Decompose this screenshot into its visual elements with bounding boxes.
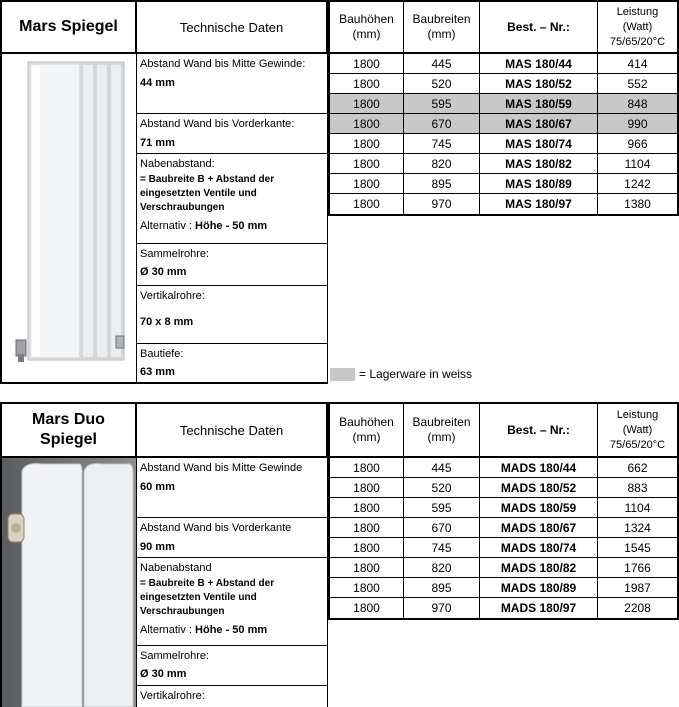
cell-bauhoehe: 1800 (330, 458, 404, 477)
spec-value: Ø 30 mm (140, 668, 187, 680)
cell-best-nr: MAS 180/67 (480, 114, 598, 133)
cell-baubreite: 595 (404, 94, 480, 113)
cell-bauhoehe: 1800 (330, 538, 404, 557)
spec-label: Sammelrohre: (140, 248, 210, 260)
technische-daten-header (137, 402, 328, 458)
table-row (330, 194, 677, 214)
product-title (0, 0, 137, 54)
spec-label: Nabenabstand: (140, 158, 215, 170)
cell-baubreite: 445 (404, 458, 480, 477)
table-header (328, 0, 679, 54)
product-title (0, 402, 137, 458)
cell-best-nr: MADS 180/67 (480, 518, 598, 537)
cell-best-nr: MADS 180/52 (480, 478, 598, 497)
cell-baubreite: 820 (404, 154, 480, 173)
technische-daten-label: Technische Daten (179, 422, 284, 438)
cell-bauhoehe: 1800 (330, 174, 404, 193)
header-line: (mm) (352, 27, 381, 41)
legend-text: = Lagerware in weiss (359, 367, 473, 381)
cell-bauhoehe: 1800 (330, 94, 404, 113)
cell-best-nr: MADS 180/44 (480, 458, 598, 477)
cell-bauhoehe: 1800 (330, 558, 404, 577)
cell-leistung: 1545 (624, 540, 651, 555)
table-row (330, 538, 677, 558)
alternativ-value: Höhe - 50 mm (195, 220, 268, 232)
header-line: (Watt) (622, 20, 653, 33)
spec-sammelrohre (137, 244, 328, 286)
table-row (330, 598, 677, 618)
spec-alternativ (140, 219, 324, 233)
spec-label: Vertikalrohre: (140, 290, 205, 302)
cell-best-nr: MAS 180/52 (480, 74, 598, 93)
spec-abstand-vorderkante (137, 518, 328, 558)
table-row (330, 134, 677, 154)
cell-leistung: 990 (627, 116, 648, 131)
spec-value: 71 mm (140, 137, 175, 149)
cell-baubreite: 970 (404, 598, 480, 618)
header-line: Best. – Nr.: (507, 422, 570, 437)
header-bauhoehen (330, 2, 404, 52)
cell-baubreite: 670 (404, 114, 480, 133)
cell-best-nr: MAS 180/97 (480, 194, 598, 214)
legend (330, 367, 472, 381)
table-row (330, 154, 677, 174)
product-title-text: Mars Duo Spiegel (32, 411, 105, 448)
cell-bauhoehe: 1800 (330, 518, 404, 537)
spec-formula: = Baubreite B + Abstand der eingesetzten Ventile und Verschraubungen (140, 174, 275, 213)
header-baubreiten (404, 404, 480, 456)
header-leistung (598, 2, 677, 52)
cell-leistung: 2208 (624, 601, 651, 615)
cell-leistung: 414 (627, 56, 648, 71)
cell-best-nr: MAS 180/82 (480, 154, 598, 173)
table-row (330, 114, 677, 134)
spec-abstand-vorderkante (137, 114, 328, 154)
header-line: Baubreiten (412, 415, 471, 429)
header-line: Baubreiten (412, 12, 471, 26)
header-line: Leistung (616, 5, 659, 18)
cell-leistung: 662 (627, 460, 648, 475)
cell-best-nr: MAS 180/44 (480, 54, 598, 73)
cell-baubreite: 970 (404, 194, 480, 214)
table-row (330, 74, 677, 94)
mars-duo-spiegel-section (0, 402, 679, 707)
spec-formula: = Baubreite B + Abstand der eingesetzten Ventile und Verschraubungen (140, 578, 275, 617)
header-line: 75/65/20°C (609, 35, 666, 48)
cell-bauhoehe: 1800 (330, 154, 404, 173)
table-row (330, 54, 677, 74)
header-line: (mm) (427, 27, 456, 41)
product-title-text: Mars Spiegel (19, 18, 118, 35)
cell-leistung: 1104 (624, 156, 651, 171)
cell-best-nr: MADS 180/97 (480, 598, 598, 618)
spec-label: Nabenabstand (140, 562, 212, 574)
header-leistung (598, 404, 677, 456)
cell-leistung: 552 (627, 76, 648, 91)
cell-best-nr: MADS 180/89 (480, 578, 598, 597)
legend-swatch (330, 368, 355, 381)
header-line: (Watt) (622, 423, 653, 436)
radiator-illustration (2, 54, 137, 382)
cell-bauhoehe: 1800 (330, 134, 404, 153)
product-table-body (328, 458, 679, 620)
spec-vertikalrohre (137, 286, 328, 344)
cell-bauhoehe: 1800 (330, 498, 404, 517)
header-line: (mm) (352, 430, 381, 444)
header-best-nr (480, 2, 598, 52)
cell-bauhoehe: 1800 (330, 194, 404, 214)
header-best-nr (480, 404, 598, 456)
header-line: Leistung (616, 408, 659, 421)
cell-baubreite: 895 (404, 578, 480, 597)
cell-baubreite: 895 (404, 174, 480, 193)
alternativ-prefix: Alternativ : (140, 624, 196, 636)
cell-bauhoehe: 1800 (330, 54, 404, 73)
alternativ-value: Höhe - 50 mm (195, 624, 268, 636)
table-row (330, 174, 677, 194)
header-line: Best. – Nr.: (507, 19, 570, 34)
alternativ-prefix: Alternativ : (140, 220, 196, 232)
cell-leistung: 1380 (624, 197, 651, 211)
cell-leistung: 1104 (624, 500, 651, 515)
product-table-body (328, 54, 679, 216)
table-header (328, 402, 679, 458)
spec-value: 44 mm (140, 77, 175, 89)
spec-label: Abstand Wand bis Vorderkante (140, 522, 292, 534)
spec-label: Abstand Wand bis Mitte Gewinde: (140, 58, 306, 70)
table-row (330, 478, 677, 498)
spec-nabenabstand (137, 154, 328, 244)
spec-vertikalrohre (137, 686, 328, 707)
cell-bauhoehe: 1800 (330, 114, 404, 133)
spec-value: Ø 30 mm (140, 266, 187, 278)
table-row (330, 558, 677, 578)
cell-baubreite: 820 (404, 558, 480, 577)
header-baubreiten (404, 2, 480, 52)
cell-leistung: 883 (627, 480, 648, 495)
cell-leistung: 1766 (624, 560, 651, 575)
spec-nabenabstand (137, 558, 328, 646)
spec-value: 90 mm (140, 541, 175, 553)
spec-bautiefe (137, 344, 328, 384)
product-image (0, 54, 137, 384)
cell-best-nr: MADS 180/59 (480, 498, 598, 517)
technische-daten-label: Technische Daten (179, 19, 284, 35)
cell-baubreite: 745 (404, 134, 480, 153)
cell-leistung: 1324 (624, 520, 651, 535)
spec-label: Bautiefe: (140, 348, 184, 360)
spec-value: 63 mm (140, 366, 175, 378)
spec-label: Vertikalrohre: (140, 690, 205, 702)
cell-baubreite: 445 (404, 54, 480, 73)
cell-baubreite: 745 (404, 538, 480, 557)
product-image (0, 458, 137, 707)
cell-best-nr: MADS 180/74 (480, 538, 598, 557)
spec-abstand-mitte (137, 54, 328, 114)
table-row (330, 458, 677, 478)
header-line: 75/65/20°C (609, 438, 666, 451)
technische-daten-header (137, 0, 328, 54)
cell-baubreite: 670 (404, 518, 480, 537)
cell-leistung: 966 (627, 136, 648, 151)
header-bauhoehen (330, 404, 404, 456)
spec-label: Abstand Wand bis Mitte Gewinde (140, 462, 303, 474)
spec-alternativ (140, 623, 324, 637)
cell-baubreite: 520 (404, 74, 480, 93)
cell-bauhoehe: 1800 (330, 478, 404, 497)
cell-baubreite: 520 (404, 478, 480, 497)
table-row (330, 518, 677, 538)
spec-abstand-mitte (137, 458, 328, 518)
header-line: Bauhöhen (339, 12, 394, 26)
spec-sammelrohre (137, 646, 328, 686)
cell-best-nr: MAS 180/74 (480, 134, 598, 153)
spec-value: 70 x 8 mm (140, 316, 194, 328)
table-row (330, 94, 677, 114)
cell-best-nr: MAS 180/59 (480, 94, 598, 113)
table-row (330, 498, 677, 518)
cell-bauhoehe: 1800 (330, 598, 404, 618)
header-line: (mm) (427, 430, 456, 444)
cell-leistung: 1987 (624, 580, 651, 595)
cell-leistung: 848 (627, 96, 648, 111)
cell-leistung: 1242 (624, 176, 651, 191)
cell-baubreite: 595 (404, 498, 480, 517)
cell-bauhoehe: 1800 (330, 578, 404, 597)
cell-best-nr: MADS 180/82 (480, 558, 598, 577)
cell-best-nr: MAS 180/89 (480, 174, 598, 193)
table-row (330, 578, 677, 598)
spec-label: Sammelrohre: (140, 650, 210, 662)
header-line: Bauhöhen (339, 415, 394, 429)
cell-bauhoehe: 1800 (330, 74, 404, 93)
radiator-illustration (2, 458, 137, 707)
spec-label: Abstand Wand bis Vorderkante: (140, 118, 295, 130)
spec-value: 60 mm (140, 481, 175, 493)
